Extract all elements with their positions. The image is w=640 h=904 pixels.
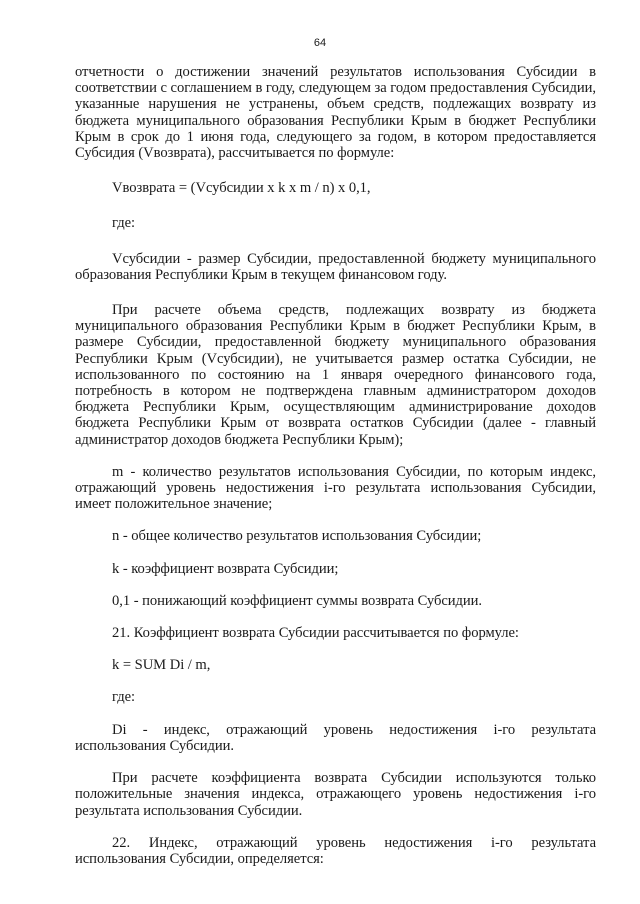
formula-refund-coefficient: k = SUM Di / m, bbox=[112, 657, 211, 674]
paragraph-continuation: отчетности о достижении значений результатов использования Субсидии в соответствии с соглашением в году, следующем за годом предоставления Субсидии, указанные нарушения не устранены, объем средств, подлежащих возврату из бюджета муниципального образования Республики Крым в бюджет Республики Крым в срок до 1 июня года, следующего за годом, в котором предоставляется Субсидия (Vвозврата), рассчитывается по формуле: bbox=[75, 64, 596, 162]
paragraph-calculation-note: При расчете объема средств, подлежащих возврату из бюджета муниципального образования Республики Крым в бюджет Республики Крым, в размере Субсидии, предоставленной бюджету муниципального образования Республики Крым (Vсубсидии), не учитывается размер остатка Субсидии, не использованного по состоянию на 1 января очередного финансового года, потребность в котором не подтверждена главным администратором доходов бюджета Республики Крым, осуществляющим администрирование доходов бюджета Республики Крым от возврата остатков Субсидии (далее - главный администратор доходов бюджета Республики Крым); bbox=[75, 302, 596, 448]
paragraph-k-definition: k - коэффициент возврата Субсидии; bbox=[112, 560, 339, 577]
formula-refund-volume: Vвозврата = (Vсубсидии x k x m / n) x 0,1, bbox=[112, 180, 371, 197]
paragraph-reduction-coefficient: 0,1 - понижающий коэффициент суммы возврата Субсидии. bbox=[112, 592, 483, 609]
page-number: 64 bbox=[313, 37, 327, 49]
where-label: где: bbox=[112, 215, 136, 232]
paragraph-di-definition: Di - индекс, отражающий уровень недостижения i-го результата использования Субсидии. bbox=[75, 721, 596, 754]
paragraph-positive-values-note: При расчете коэффициента возврата Субсидии используются только положительные значения индекса, отражающего уровень недостижения i-го результата использования Субсидии. bbox=[75, 770, 596, 819]
paragraph-n-definition: n - общее количество результатов использования Субсидии; bbox=[112, 528, 482, 545]
document-body bbox=[75, 64, 596, 867]
paragraph-m-definition: m - количество результатов использования Субсидии, по которым индекс, отражающий уровень недостижения i-го результата использования Субсидии, имеет положительное значение; bbox=[75, 463, 596, 513]
paragraph-section-21: 21. Коэффициент возврата Субсидии рассчитывается по формуле: bbox=[112, 625, 519, 642]
where-label-2: где: bbox=[112, 689, 136, 706]
paragraph-subsidy-size: Vсубсидии - размер Субсидии, предоставленной бюджету муниципального образования Республики Крым в текущем финансовом году. bbox=[75, 250, 596, 283]
paragraph-section-22: 22. Индекс, отражающий уровень недостижения i-го результата использования Субсидии, определяется: bbox=[75, 834, 596, 867]
